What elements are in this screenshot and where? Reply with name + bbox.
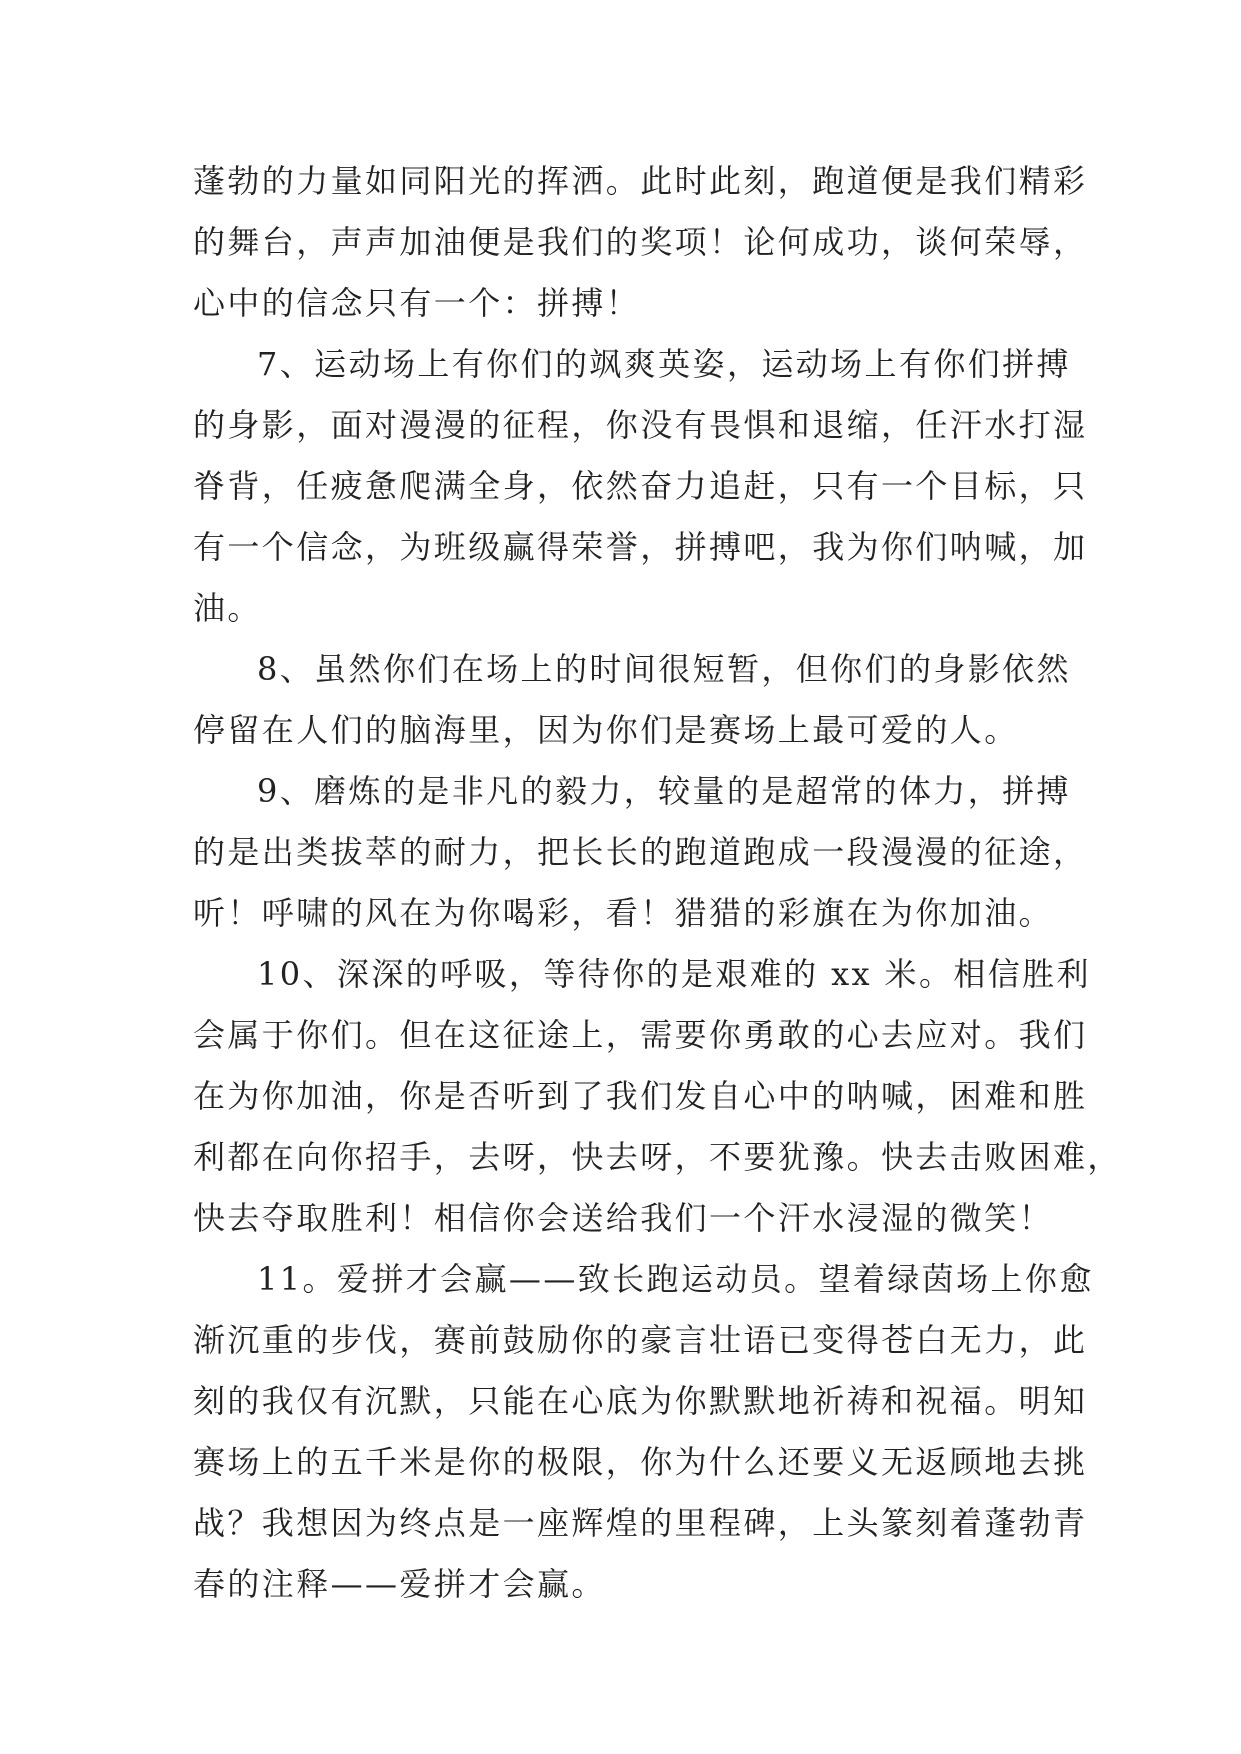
text-line: 脊背，任疲惫爬满全身，依然奋力追赶，只有一个目标，只	[193, 467, 1088, 505]
text-line: 有一个信念，为班级赢得荣誉，拼搏吧，我为你们呐喊，加	[193, 528, 1088, 566]
text-line: 渐沉重的步伐，赛前鼓励你的豪言壮语已变得苍白无力，此	[193, 1321, 1088, 1359]
text-line: 赛场上的五千米是你的极限，你为什么还要义无返顾地去挑	[193, 1443, 1088, 1481]
text-line: 的舞台，声声加油便是我们的奖项！论何成功，谈何荣辱，	[193, 223, 1088, 261]
text-line: 在为你加油，你是否听到了我们发自心中的呐喊，困难和胜	[193, 1077, 1088, 1115]
text-line: 春的注释——爱拼才会赢。	[193, 1565, 606, 1603]
paragraph-11-line: 11。爱拼才会赢——致长跑运动员。望着绿茵场上你愈	[257, 1260, 1094, 1298]
text-line: 心中的信念只有一个：拼搏！	[193, 284, 641, 322]
text-line: 停留在人们的脑海里，因为你们是赛场上最可爱的人。	[193, 711, 1019, 749]
paragraph-9-line: 9、磨炼的是非凡的毅力，较量的是超常的体力，拼搏	[257, 772, 1071, 810]
paragraph-8-line: 8、虽然你们在场上的时间很短暂，但你们的身影依然	[257, 650, 1071, 688]
text-line: 刻的我仅有沉默，只能在心底为你默默地祈祷和祝福。明知	[193, 1382, 1088, 1420]
text-line: 战？我想因为终点是一座辉煌的里程碑，上头篆刻着蓬勃青	[193, 1504, 1088, 1542]
paragraph-7-line: 7、运动场上有你们的飒爽英姿，运动场上有你们拼搏	[257, 345, 1071, 383]
paragraph-10-line: 10、深深的呼吸，等待你的是艰难的 xx 米。相信胜利	[257, 955, 1091, 993]
text-line: 利都在向你招手，去呀，快去呀，不要犹豫。快去击败困难，	[193, 1138, 1122, 1176]
text-line: 会属于你们。但在这征途上，需要你勇敢的心去应对。我们	[193, 1016, 1088, 1054]
text-line: 的是出类拔萃的耐力，把长长的跑道跑成一段漫漫的征途，	[193, 833, 1088, 871]
text-line: 蓬勃的力量如同阳光的挥洒。此时此刻，跑道便是我们精彩	[193, 162, 1088, 200]
text-line: 快去夺取胜利！相信你会送给我们一个汗水浸湿的微笑！	[193, 1199, 1054, 1237]
text-line: 听！呼啸的风在为你喝彩，看！猎猎的彩旗在为你加油。	[193, 894, 1054, 932]
text-line: 油。	[193, 589, 262, 627]
text-line: 的身影，面对漫漫的征程，你没有畏惧和退缩，任汗水打湿	[193, 406, 1088, 444]
